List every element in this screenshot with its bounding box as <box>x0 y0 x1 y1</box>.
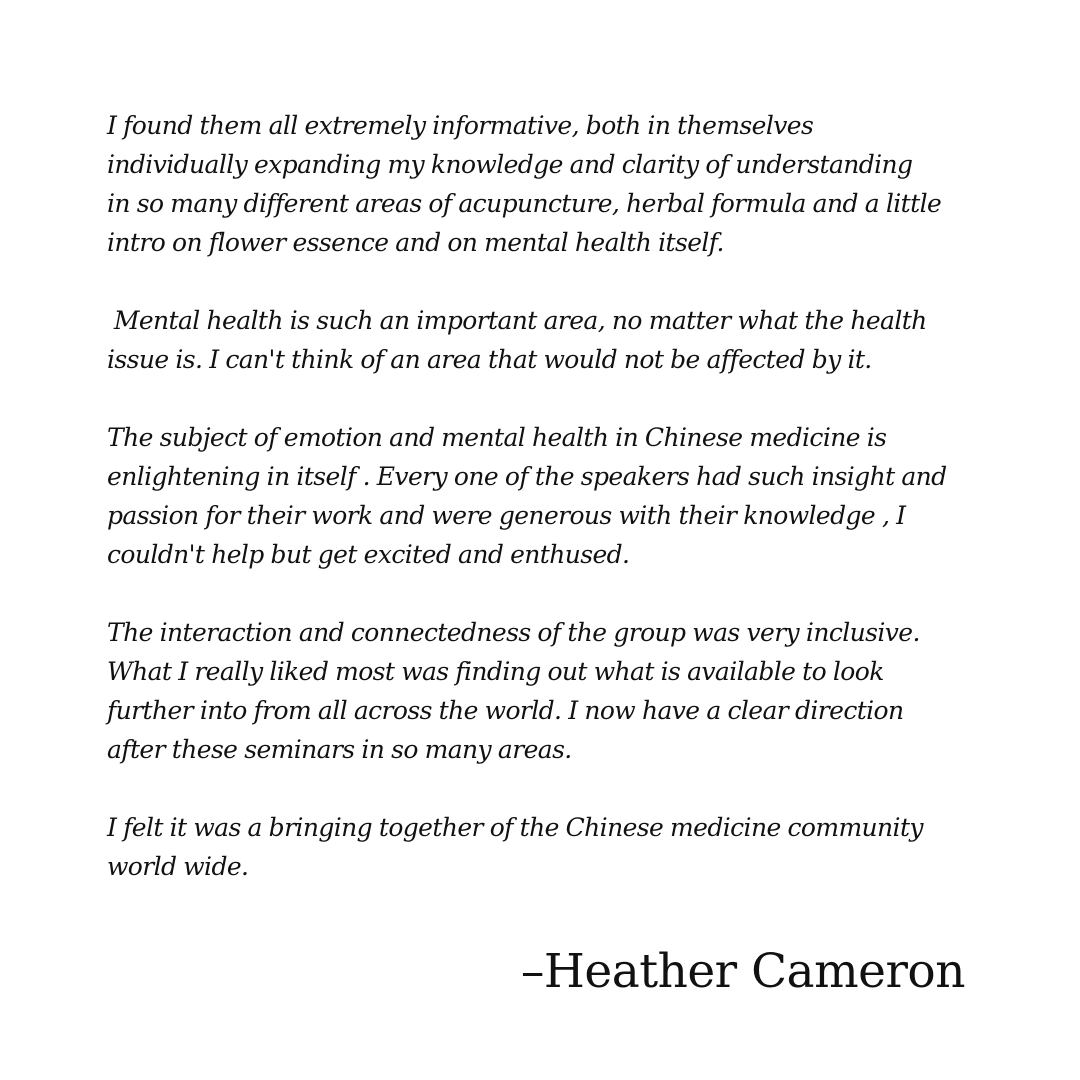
paragraph-5 <box>107 808 1007 886</box>
text-line: passion for their work and were generous with their knowledge , I <box>107 501 906 530</box>
text-line: couldn't help but get excited and enthused. <box>107 540 630 569</box>
author-signature: –Heather Cameron <box>520 944 965 999</box>
text-line: in so many different areas of acupuncture, herbal formula and a little <box>107 189 942 218</box>
text-line: Mental health is such an important area, no matter what the health <box>107 306 927 335</box>
text-line: after these seminars in so many areas. <box>107 735 572 764</box>
text-line: The interaction and connectedness of the group was very inclusive. <box>107 618 920 647</box>
text-line: What I really liked most was finding out what is available to look <box>107 657 884 686</box>
testimonial-text <box>107 106 1007 925</box>
text-line: The subject of emotion and mental health in Chinese medicine is <box>107 423 887 452</box>
text-line: I felt it was a bringing together of the Chinese medicine community <box>107 813 923 842</box>
paragraph-4 <box>107 613 1007 769</box>
paragraph-2 <box>107 301 1007 379</box>
text-line: I found them all extremely informative, both in themselves <box>107 111 814 140</box>
paragraph-1 <box>107 106 1007 262</box>
text-line: further into from all across the world. I now have a clear direction <box>107 696 904 725</box>
paragraph-3 <box>107 418 1007 574</box>
text-line: world wide. <box>107 852 249 881</box>
text-line: enlightening in itself . Every one of the speakers had such insight and <box>107 462 947 491</box>
text-line: intro on flower essence and on mental health itself. <box>107 228 724 257</box>
text-line: issue is. I can't think of an area that would not be affected by it. <box>107 345 872 374</box>
text-line: individually expanding my knowledge and clarity of understanding <box>107 150 913 179</box>
